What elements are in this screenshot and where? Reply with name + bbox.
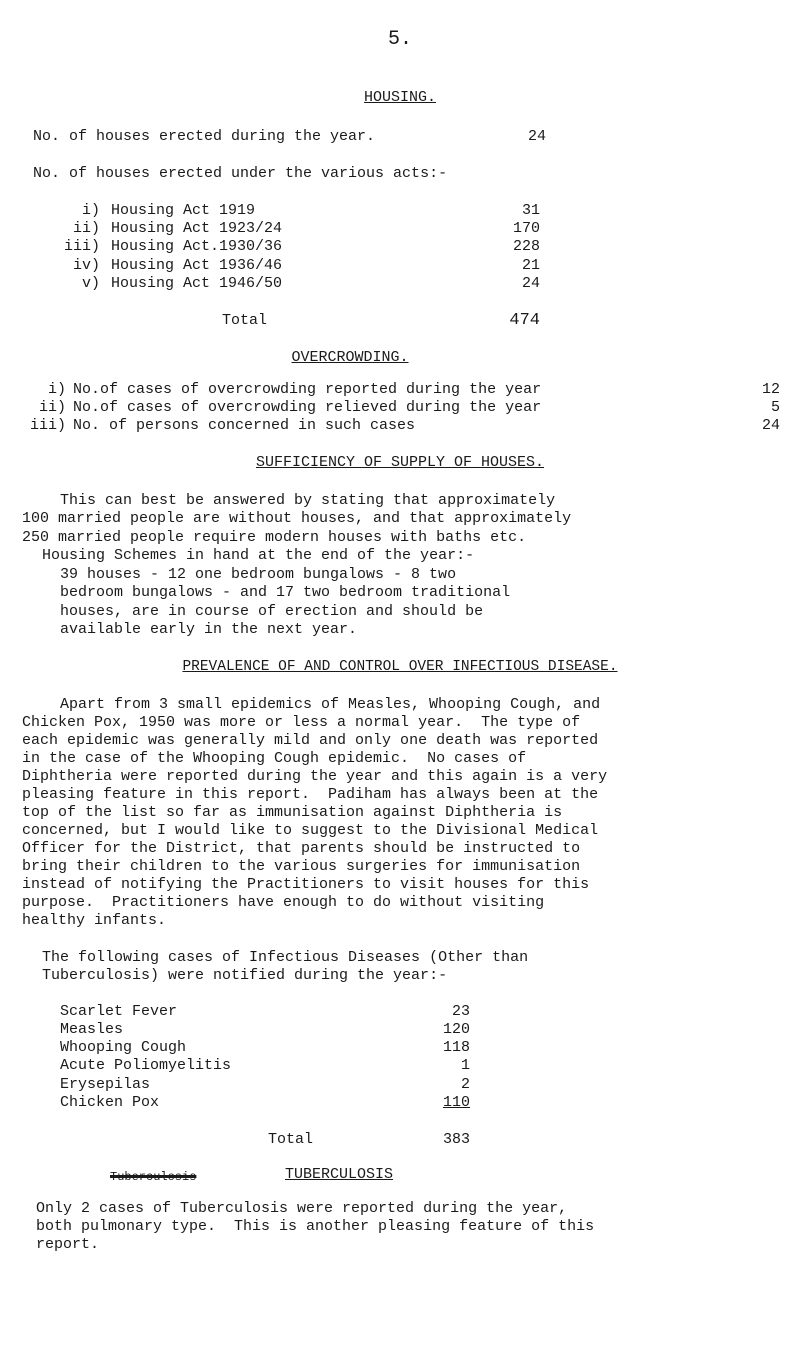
overcrowding-number: iii) [29,417,66,434]
infectious-line: Officer for the District, that parents should be instructed to [22,840,581,857]
sufficiency-line: bedroom bungalows - and 17 two bedroom traditional [60,584,511,601]
infectious-line: in the case of the Whooping Cough epidemic. No cases of [22,750,527,767]
notified-line: Tuberculosis) were notified during the year:- [42,967,448,984]
houses-erected-value: 24 [528,128,547,145]
infectious-line: healthy infants. [22,912,167,929]
disease-label: Measles [60,1021,124,1038]
act-number: ii) [72,220,100,237]
infectious-line: purpose. Practitioners have enough to do without visiting [22,894,545,911]
act-number: v) [81,275,100,292]
act-number: iii) [63,238,100,255]
disease-label: Scarlet Fever [60,1003,178,1020]
act-label: Housing Act.1930/36 [111,238,283,255]
sufficiency-line: available early in the next year. [60,621,358,638]
overcrowding-label: No.of cases of overcrowding reported during the year [73,381,542,398]
page-number: 5. [387,28,412,51]
tb-line: report. [36,1236,100,1253]
sufficiency-line: 39 houses - 12 one bedroom bungalows - 8 two [60,566,457,583]
disease-label: Chicken Pox [60,1094,160,1111]
acts-total-value: 474 [509,311,540,330]
disease-value: 1 [460,1057,470,1074]
houses-erected-label: No. of houses erected during the year. [33,128,376,145]
act-number: iv) [72,257,100,274]
act-label: Housing Act 1946/50 [111,275,283,292]
disease-label: Whooping Cough [60,1039,187,1056]
overcrowding-value: 12 [761,381,780,398]
overcrowding-heading: OVERCROWDING. [291,349,409,366]
disease-label: Acute Poliomyelitis [60,1057,232,1074]
tb-heading: TUBERCULOSIS [285,1166,394,1183]
tb-line: both pulmonary type. This is another pleasing feature of this [36,1218,595,1235]
sufficiency-line: Housing Schemes in hand at the end of the year:- [42,547,475,564]
act-value: 170 [512,220,540,237]
overcrowding-number: ii) [38,399,66,416]
disease-label: Erysepilas [60,1076,151,1093]
infectious-line: Apart from 3 small epidemics of Measles, Whooping Cough, and [60,696,601,713]
sufficiency-line: houses, are in course of erection and should be [60,603,484,620]
disease-value: 23 [451,1003,470,1020]
act-value: 31 [521,202,540,219]
overcrowding-label: No. of persons concerned in such cases [73,417,416,434]
infectious-line: bring their children to the various surgeries for immunisation [22,858,581,875]
infectious-line: Diphtheria were reported during the year and this again is a very [22,768,608,785]
disease-value: 110 [442,1094,470,1111]
act-label: Housing Act 1919 [111,202,256,219]
overcrowding-number: i) [47,381,66,398]
disease-value: 2 [460,1076,470,1093]
infectious-line: each epidemic was generally mild and only one death was reported [22,732,599,749]
sufficiency-line: This can best be answered by stating that approximately [60,492,556,509]
diseases-total-label: Total [268,1131,314,1148]
infectious-line: concerned, but I would like to suggest to the Divisional Medical [22,822,599,839]
act-label: Housing Act 1936/46 [111,257,283,274]
act-value: 228 [512,238,540,255]
act-number: i) [81,202,100,219]
overcrowding-value: 24 [761,417,780,434]
acts-intro: No. of houses erected under the various acts:- [33,165,448,182]
infectious-heading: PREVALENCE OF AND CONTROL OVER INFECTIOUS DISEASE. [182,659,618,675]
sufficiency-line: 250 married people require modern houses with baths etc. [22,529,527,546]
page-title: HOUSING. [363,89,436,106]
infectious-line: Chicken Pox, 1950 was more or less a normal year. The type of [22,714,581,731]
overcrowding-label: No.of cases of overcrowding relieved during the year [73,399,542,416]
notified-line: The following cases of Infectious Diseases (Other than [42,949,529,966]
disease-value: 118 [442,1039,470,1056]
diseases-total-value: 383 [442,1131,470,1148]
tb-line: Only 2 cases of Tuberculosis were reported during the year, [36,1200,568,1217]
disease-value: 120 [442,1021,470,1038]
infectious-line: instead of notifying the Practitioners to visit houses for this [22,876,590,893]
sufficiency-line: 100 married people are without houses, and that approximately [22,510,572,527]
infectious-line: pleasing feature in this report. Padiham has always been at the [22,786,599,803]
acts-total-label: Total [222,312,268,329]
struck-heading: Tuberculosis [110,1170,197,1184]
overcrowding-value: 5 [770,399,780,416]
act-label: Housing Act 1923/24 [111,220,283,237]
infectious-line: top of the list so far as immunisation against Diphtheria is [22,804,563,821]
act-value: 24 [521,275,540,292]
sufficiency-heading: SUFFICIENCY OF SUPPLY OF HOUSES. [255,454,545,471]
act-value: 21 [521,257,540,274]
